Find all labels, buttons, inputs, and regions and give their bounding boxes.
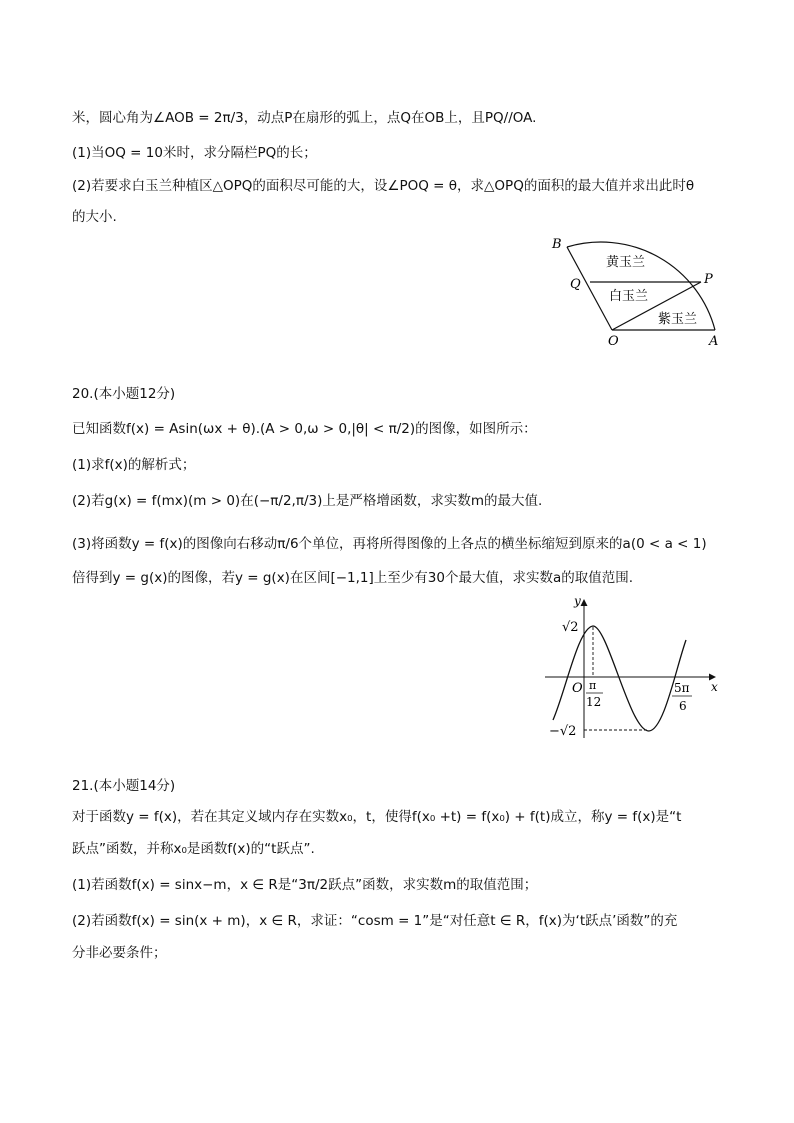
q21-line1: 对于函数y = f(x)，若在其定义域内存在实数x₀，t，使得f(x₀ +t) = f(x₀) + f(t)成立，称y = f(x)是“t (72, 809, 682, 825)
region-mid-label: 白玉兰 (609, 289, 649, 304)
q21-part2b: 分非必要条件； (72, 945, 167, 961)
label-O: O (608, 334, 619, 349)
q21-line2: 跃点”函数，并称x₀是函数f(x)的“t跃点”. (72, 841, 315, 857)
q19-part2: (2)若要求白玉兰种植区△OPQ的面积尽可能的大，设∠POQ = θ，求△OPQ的面积的最大值并求出此时θ (72, 178, 695, 194)
y-axis-label: y (574, 594, 581, 608)
q19-part1: (1)当OQ = 10米时，求分隔栏PQ的长； (72, 145, 317, 161)
q19-line1: 米，圆心角为∠AOB = 2π/3，动点P在扇形的弧上，点Q在OB上，且PQ//OA. (72, 110, 537, 126)
q20-stem: 已知函数f(x) = Asin(ωx + θ).(A > 0,ω > 0,|θ| < π/2)的图像，如图所示： (72, 421, 537, 437)
label-P: P (704, 272, 713, 287)
region-bottom-label: 紫玉兰 (658, 312, 698, 327)
q20-part3b: 倍得到y = g(x)的图像，若y = g(x)在区间[−1,1]上至少有30个最大值，求实数a的取值范围. (72, 570, 634, 586)
tick1-numerator: π (589, 679, 597, 692)
tick1-denominator: 12 (586, 695, 602, 709)
q21-part2: (2)若函数f(x) = sin(x + m)，x ∈ R，求证：“cosm = 1”是“对任意t ∈ R，f(x)为‘t跃点’函数”的充 (72, 913, 678, 929)
label-B: B (552, 237, 562, 252)
q20-part3: (3)将函数y = f(x)的图像向右移动π/6个单位，再将所得图像的上各点的横坐标缩短到原来的a(0 < a < 1) (72, 536, 707, 552)
q21-header: 21.(本小题14分) (72, 778, 176, 794)
q20-header: 20.(本小题12分) (72, 386, 176, 402)
x-axis-label: x (711, 680, 718, 694)
region-top-label: 黄玉兰 (606, 255, 646, 270)
tick2-numerator: 5π (674, 681, 690, 695)
q19-part2b: 的大小. (72, 209, 117, 225)
q20-part2: (2)若g(x) = f(mx)(m > 0)在(−π/2,π/3)上是严格增函数，求实数m的最大值. (72, 493, 543, 509)
y-min-label: −√2 (549, 724, 577, 739)
q21-part1: (1)若函数f(x) = sinx−m，x ∈ R是“3π/2跃点”函数，求实数m的取值范围； (72, 877, 538, 893)
y-max-label: √2 (562, 620, 579, 635)
q20-part1: (1)求f(x)的解析式； (72, 457, 196, 473)
tick2-denominator: 6 (679, 699, 687, 713)
label-Q: Q (570, 277, 581, 292)
sine-curve (553, 626, 686, 731)
origin-label: O (572, 681, 583, 696)
sector-figure (548, 232, 728, 350)
sine-graph (540, 590, 730, 742)
label-A: A (709, 334, 719, 349)
